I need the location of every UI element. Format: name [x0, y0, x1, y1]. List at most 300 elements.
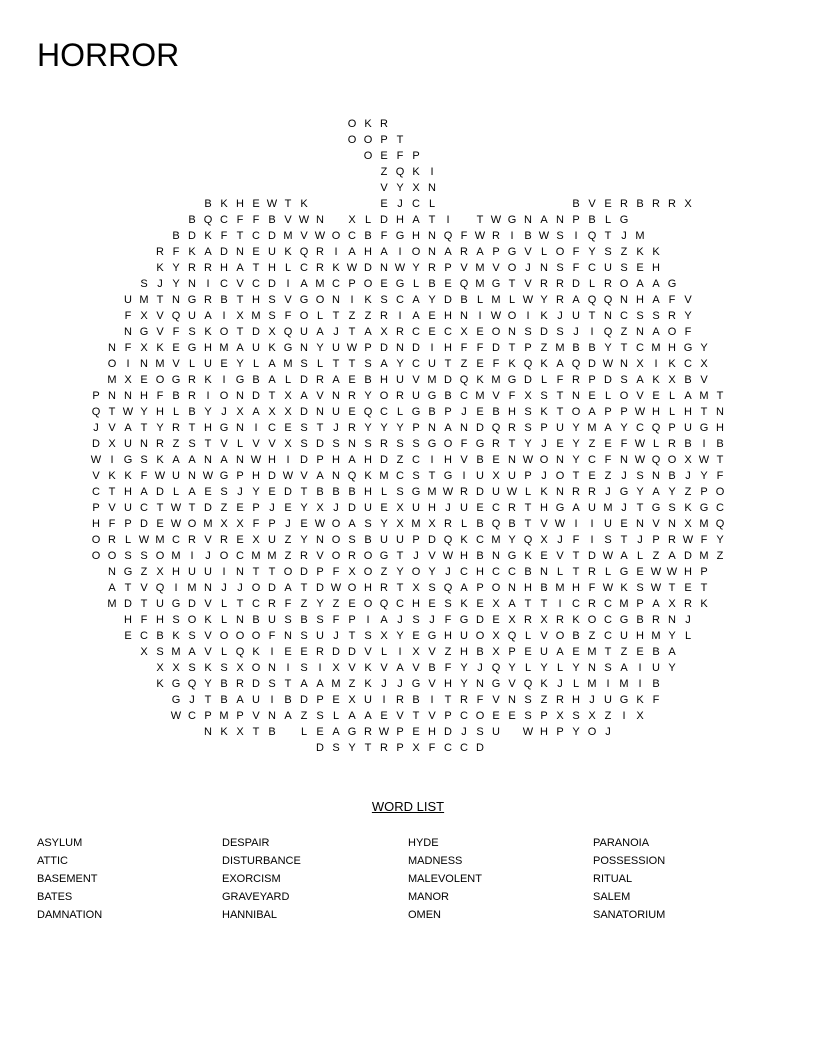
- grid-letter: O: [379, 390, 389, 402]
- grid-letter: U: [268, 534, 276, 546]
- grid-letter: L: [220, 646, 228, 658]
- grid-letter: Z: [140, 566, 148, 578]
- grid-letter: D: [284, 486, 292, 498]
- grid-letter: U: [332, 406, 340, 418]
- grid-letter: F: [572, 262, 580, 274]
- grid-letter: J: [189, 694, 195, 706]
- grid-letter: V: [284, 214, 292, 226]
- grid-letter: K: [204, 326, 212, 338]
- grid-letter: I: [366, 614, 370, 626]
- grid-letter: O: [667, 326, 677, 338]
- grid-letter: O: [283, 566, 293, 578]
- grid-letter: E: [620, 518, 628, 530]
- grid-letter: O: [331, 550, 341, 562]
- grid-letter: T: [268, 566, 276, 578]
- grid-letter: Y: [572, 662, 580, 674]
- grid-letter: D: [348, 502, 356, 514]
- grid-letter: R: [348, 422, 356, 434]
- grid-letter: Q: [571, 358, 581, 370]
- grid-letter: X: [492, 598, 500, 610]
- grid-letter: Z: [300, 598, 308, 610]
- grid-letter: Z: [604, 470, 612, 482]
- grid-letter: F: [444, 662, 452, 674]
- grid-letter: N: [236, 422, 244, 434]
- grid-letter: R: [508, 422, 516, 434]
- grid-letter: B: [188, 406, 196, 418]
- grid-letter: T: [188, 502, 196, 514]
- grid-letter: X: [284, 406, 292, 418]
- grid-letter: A: [668, 646, 676, 658]
- grid-letter: L: [572, 678, 580, 690]
- grid-letter: C: [300, 262, 308, 274]
- grid-letter: A: [188, 454, 196, 466]
- grid-letter: G: [123, 454, 133, 466]
- grid-letter: L: [236, 438, 244, 450]
- grid-letter: C: [172, 534, 180, 546]
- grid-letter: H: [716, 422, 724, 434]
- grid-letter: A: [572, 502, 580, 514]
- word-list-item: DAMNATION: [37, 909, 103, 921]
- grid-letter: B: [364, 230, 372, 242]
- grid-letter: V: [396, 710, 404, 722]
- grid-letter: V: [140, 582, 148, 594]
- grid-letter: K: [252, 646, 260, 658]
- grid-letter: D: [252, 678, 260, 690]
- grid-letter: I: [286, 662, 290, 674]
- grid-letter: B: [668, 470, 676, 482]
- grid-letter: I: [590, 326, 594, 338]
- grid-letter: X: [540, 534, 548, 546]
- grid-letter: J: [333, 422, 339, 434]
- grid-letter: D: [604, 374, 612, 386]
- grid-letter: M: [315, 278, 325, 290]
- grid-letter: J: [557, 678, 563, 690]
- grid-letter: H: [636, 294, 644, 306]
- grid-letter: W: [650, 582, 662, 594]
- grid-letter: B: [572, 342, 580, 354]
- grid-letter: T: [236, 326, 244, 338]
- grid-letter: L: [300, 726, 308, 738]
- grid-letter: H: [140, 390, 148, 402]
- grid-letter: R: [380, 310, 388, 322]
- grid-letter: B: [332, 486, 340, 498]
- grid-letter: D: [300, 374, 308, 386]
- grid-letter: Q: [651, 422, 661, 434]
- grid-letter: C: [396, 598, 404, 610]
- grid-letter: B: [460, 294, 468, 306]
- grid-letter: B: [172, 230, 180, 242]
- word-list-item: DISTURBANCE: [222, 855, 301, 867]
- grid-letter: R: [620, 198, 628, 210]
- grid-letter: S: [300, 422, 308, 434]
- grid-letter: Y: [716, 534, 724, 546]
- grid-letter: K: [540, 310, 548, 322]
- grid-letter: R: [204, 294, 212, 306]
- grid-letter: F: [252, 214, 260, 226]
- grid-letter: U: [364, 502, 372, 514]
- grid-letter: N: [620, 358, 628, 370]
- grid-row: [0, 500, 816, 516]
- grid-letter: Y: [604, 342, 612, 354]
- grid-letter: X: [428, 518, 436, 530]
- grid-letter: W: [378, 726, 390, 738]
- grid-letter: L: [124, 534, 132, 546]
- grid-letter: Q: [443, 534, 453, 546]
- grid-letter: J: [429, 614, 435, 626]
- grid-letter: J: [381, 678, 387, 690]
- grid-letter: A: [652, 294, 660, 306]
- grid-letter: V: [540, 518, 548, 530]
- grid-letter: B: [428, 662, 436, 674]
- grid-letter: Y: [636, 486, 644, 498]
- grid-letter: J: [685, 470, 691, 482]
- grid-letter: J: [621, 230, 627, 242]
- grid-letter: A: [476, 246, 484, 258]
- grid-letter: K: [364, 470, 372, 482]
- grid-letter: B: [268, 214, 276, 226]
- grid-letter: C: [252, 230, 260, 242]
- grid-letter: R: [380, 438, 388, 450]
- grid-letter: X: [252, 534, 260, 546]
- grid-letter: I: [606, 678, 610, 690]
- grid-letter: R: [156, 246, 164, 258]
- grid-letter: W: [538, 230, 550, 242]
- word-list-column: [593, 834, 773, 924]
- grid-letter: D: [300, 406, 308, 418]
- grid-row: [0, 388, 816, 404]
- grid-letter: T: [332, 310, 340, 322]
- grid-letter: D: [140, 518, 148, 530]
- grid-letter: J: [333, 502, 339, 514]
- grid-letter: S: [268, 294, 276, 306]
- grid-letter: G: [507, 550, 517, 562]
- word-list-item: HANNIBAL: [222, 909, 278, 921]
- grid-row: [0, 340, 816, 356]
- grid-letter: X: [284, 438, 292, 450]
- grid-letter: O: [331, 518, 341, 530]
- grid-letter: G: [171, 694, 181, 706]
- grid-letter: I: [110, 454, 114, 466]
- grid-row: [0, 612, 816, 628]
- grid-letter: Z: [284, 550, 292, 562]
- grid-letter: X: [396, 502, 404, 514]
- grid-letter: T: [188, 422, 196, 434]
- grid-letter: G: [187, 294, 197, 306]
- grid-letter: E: [604, 198, 612, 210]
- grid-letter: A: [220, 454, 228, 466]
- grid-letter: A: [636, 278, 644, 290]
- grid-letter: X: [508, 614, 516, 626]
- grid-letter: N: [652, 470, 660, 482]
- grid-letter: N: [588, 662, 596, 674]
- grid-letter: M: [651, 342, 661, 354]
- grid-letter: H: [364, 454, 372, 466]
- grid-letter: F: [716, 470, 724, 482]
- grid-letter: K: [156, 678, 164, 690]
- grid-letter: C: [220, 278, 228, 290]
- word-list-item: PARANOIA: [593, 837, 650, 849]
- grid-letter: S: [556, 262, 564, 274]
- grid-letter: W: [282, 470, 294, 482]
- grid-letter: R: [300, 550, 308, 562]
- grid-letter: A: [364, 326, 372, 338]
- grid-letter: T: [428, 470, 436, 482]
- grid-letter: N: [428, 246, 436, 258]
- grid-letter: V: [652, 518, 660, 530]
- grid-letter: R: [204, 262, 212, 274]
- grid-letter: N: [124, 390, 132, 402]
- grid-letter: I: [558, 598, 562, 610]
- grid-letter: G: [427, 438, 437, 450]
- grid-letter: Z: [364, 310, 372, 322]
- grid-letter: Y: [156, 422, 164, 434]
- grid-letter: H: [476, 566, 484, 578]
- grid-letter: X: [684, 454, 692, 466]
- grid-letter: D: [252, 326, 260, 338]
- grid-letter: P: [412, 534, 420, 546]
- grid-letter: W: [122, 406, 134, 418]
- grid-letter: S: [364, 518, 372, 530]
- grid-letter: R: [172, 422, 180, 434]
- grid-letter: V: [284, 294, 292, 306]
- grid-letter: J: [93, 422, 99, 434]
- grid-letter: A: [140, 486, 148, 498]
- grid-letter: Y: [572, 438, 580, 450]
- grid-letter: A: [396, 662, 404, 674]
- grid-letter: T: [316, 422, 324, 434]
- grid-letter: V: [204, 598, 212, 610]
- grid-letter: M: [427, 374, 437, 386]
- grid-letter: K: [284, 246, 292, 258]
- grid-letter: H: [412, 598, 420, 610]
- grid-letter: Q: [171, 310, 181, 322]
- grid-letter: P: [348, 278, 356, 290]
- grid-letter: V: [428, 646, 436, 658]
- grid-letter: M: [107, 374, 117, 386]
- grid-letter: I: [590, 518, 594, 530]
- grid-letter: I: [270, 694, 274, 706]
- grid-letter: M: [283, 358, 293, 370]
- grid-letter: O: [331, 534, 341, 546]
- grid-letter: N: [332, 470, 340, 482]
- grid-letter: O: [571, 406, 581, 418]
- grid-letter: F: [492, 358, 500, 370]
- grid-letter: H: [460, 550, 468, 562]
- grid-letter: S: [668, 502, 676, 514]
- grid-letter: S: [636, 470, 644, 482]
- grid-letter: M: [491, 534, 501, 546]
- grid-letter: P: [92, 390, 100, 402]
- grid-letter: T: [524, 518, 532, 530]
- grid-letter: J: [221, 582, 227, 594]
- grid-letter: P: [316, 694, 324, 706]
- grid-letter: X: [172, 662, 180, 674]
- grid-letter: Q: [299, 246, 309, 258]
- grid-letter: X: [684, 518, 692, 530]
- grid-letter: X: [156, 566, 164, 578]
- grid-letter: Q: [523, 534, 533, 546]
- grid-letter: F: [604, 454, 612, 466]
- grid-letter: Z: [396, 454, 404, 466]
- grid-letter: Z: [220, 502, 228, 514]
- grid-letter: E: [236, 502, 244, 514]
- grid-letter: U: [268, 614, 276, 626]
- grid-letter: V: [460, 454, 468, 466]
- grid-letter: S: [316, 614, 324, 626]
- grid-letter: D: [188, 598, 196, 610]
- grid-letter: T: [572, 550, 580, 562]
- grid-letter: U: [300, 326, 308, 338]
- grid-letter: X: [236, 406, 244, 418]
- grid-letter: W: [442, 550, 454, 562]
- grid-letter: E: [332, 694, 340, 706]
- grid-letter: U: [364, 694, 372, 706]
- puzzle-title: HORROR: [37, 37, 180, 73]
- grid-letter: T: [636, 502, 644, 514]
- grid-letter: I: [702, 438, 706, 450]
- grid-letter: A: [620, 550, 628, 562]
- grid-letter: N: [636, 518, 644, 530]
- grid-letter: E: [652, 390, 660, 402]
- grid-letter: G: [395, 230, 405, 242]
- grid-letter: Q: [203, 214, 213, 226]
- grid-letter: P: [348, 614, 356, 626]
- grid-letter: I: [574, 230, 578, 242]
- grid-letter: J: [685, 614, 691, 626]
- grid-letter: L: [556, 566, 564, 578]
- grid-letter: R: [316, 374, 324, 386]
- grid-letter: U: [460, 630, 468, 642]
- grid-letter: M: [203, 518, 213, 530]
- grid-letter: S: [572, 710, 580, 722]
- grid-letter: P: [316, 454, 324, 466]
- grid-letter: Y: [380, 518, 388, 530]
- grid-letter: O: [555, 246, 565, 258]
- grid-letter: V: [460, 262, 468, 274]
- grid-letter: Y: [252, 486, 260, 498]
- grid-letter: C: [476, 534, 484, 546]
- grid-letter: O: [363, 550, 373, 562]
- grid-letter: G: [347, 726, 357, 738]
- grid-letter: F: [428, 742, 436, 754]
- grid-letter: T: [124, 582, 132, 594]
- grid-letter: D: [188, 230, 196, 242]
- grid-letter: V: [700, 374, 708, 386]
- grid-letter: A: [556, 646, 564, 658]
- grid-letter: R: [396, 326, 404, 338]
- grid-letter: I: [478, 310, 482, 322]
- grid-letter: R: [508, 502, 516, 514]
- grid-letter: Y: [524, 438, 532, 450]
- grid-letter: C: [92, 486, 100, 498]
- grid-letter: U: [332, 342, 340, 354]
- grid-letter: R: [460, 486, 468, 498]
- grid-letter: M: [219, 710, 229, 722]
- grid-letter: W: [314, 230, 326, 242]
- grid-letter: U: [460, 502, 468, 514]
- grid-letter: Z: [332, 598, 340, 610]
- grid-row: [0, 708, 816, 724]
- grid-row: [0, 132, 816, 148]
- grid-letter: R: [396, 694, 404, 706]
- grid-letter: L: [172, 406, 180, 418]
- grid-letter: Q: [603, 294, 613, 306]
- grid-letter: C: [412, 454, 420, 466]
- grid-letter: R: [316, 246, 324, 258]
- grid-letter: Y: [540, 294, 548, 306]
- grid-letter: K: [332, 262, 340, 274]
- grid-letter: E: [380, 710, 388, 722]
- grid-letter: B: [636, 614, 644, 626]
- grid-letter: H: [124, 486, 132, 498]
- grid-letter: H: [508, 406, 516, 418]
- grid-letter: E: [476, 326, 484, 338]
- grid-letter: T: [140, 598, 148, 610]
- grid-letter: T: [108, 406, 116, 418]
- grid-letter: U: [268, 246, 276, 258]
- grid-letter: G: [139, 326, 149, 338]
- grid-letter: M: [171, 550, 181, 562]
- grid-letter: T: [428, 214, 436, 226]
- grid-letter: L: [668, 390, 676, 402]
- grid-letter: A: [348, 710, 356, 722]
- grid-letter: S: [380, 294, 388, 306]
- grid-letter: B: [652, 646, 660, 658]
- grid-letter: C: [140, 630, 148, 642]
- grid-letter: C: [444, 742, 452, 754]
- grid-letter: B: [188, 214, 196, 226]
- grid-letter: A: [300, 678, 308, 690]
- grid-letter: R: [604, 278, 612, 290]
- grid-letter: C: [460, 566, 468, 578]
- grid-letter: W: [170, 710, 182, 722]
- grid-letter: N: [140, 358, 148, 370]
- grid-letter: M: [475, 278, 485, 290]
- grid-letter: V: [556, 550, 564, 562]
- grid-letter: M: [219, 342, 229, 354]
- grid-letter: Y: [236, 358, 244, 370]
- grid-letter: T: [348, 326, 356, 338]
- grid-letter: D: [588, 358, 596, 370]
- grid-letter: E: [492, 710, 500, 722]
- grid-letter: F: [236, 214, 244, 226]
- grid-letter: S: [188, 438, 196, 450]
- grid-letter: T: [348, 630, 356, 642]
- grid-row: [0, 452, 816, 468]
- grid-letter: H: [396, 214, 404, 226]
- grid-letter: D: [300, 566, 308, 578]
- grid-letter: E: [300, 518, 308, 530]
- grid-letter: V: [92, 470, 100, 482]
- grid-letter: Z: [172, 438, 180, 450]
- grid-letter: O: [443, 438, 453, 450]
- grid-letter: U: [124, 502, 132, 514]
- grid-letter: O: [187, 614, 197, 626]
- grid-letter: M: [491, 374, 501, 386]
- grid-letter: G: [619, 214, 629, 226]
- grid-letter: M: [475, 390, 485, 402]
- grid-letter: H: [444, 454, 452, 466]
- grid-letter: K: [412, 166, 420, 178]
- grid-letter: C: [444, 326, 452, 338]
- grid-letter: D: [332, 646, 340, 658]
- grid-letter: Y: [540, 662, 548, 674]
- grid-letter: N: [236, 246, 244, 258]
- grid-letter: S: [300, 662, 308, 674]
- grid-letter: O: [155, 374, 165, 386]
- grid-letter: L: [604, 390, 612, 402]
- grid-letter: O: [219, 326, 229, 338]
